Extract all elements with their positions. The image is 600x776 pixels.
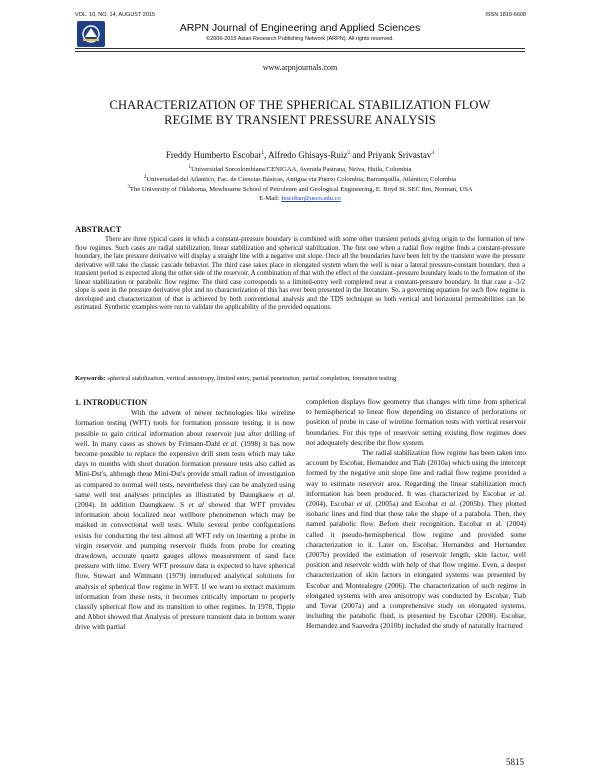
email-link[interactable]: fescobar@usco.edu.co [281,195,341,202]
author-name: Priyank Srivastav [367,150,432,160]
body-paragraph: The radial stabilization flow regime has been taken into account by Escobar, Hernandez and Tiab (2010a) which using the intercept formed by the negative unit slope line and radial flow regime provided a way to estimate reservoir area. Regarding the linear stabilization much information has been produced. It was characterized by Escobar et al. (2004), Escobar et al. (2005a) and Escobar et al. (2005b). They plotted isobaric lines and find that these take the shape of a parabola. Then, they named parabolic flow. Before their recognition, Escobar et al. (2004) called it pseudo-hemispherical flow regime and provided some characterization to it. Later on, Escobar, Hernandez and Hernandez (2007b) provided the estimation of reservoir length, skin factor, well position and reservoir width with help of that flow regime. Even, a deeper characterization of skin factors in elongated systems was presented by Escobar and Montealegre (2006). The characterization of such regime in elongated systems with area anisotropy was conducted by Escobar, Tiab and Tovar (2007a) and a comprehensive study on elongated systems, including the parabolic fluid, is presented by Escobar (2008). Escobar, Hernandez and Saavedra (2010b) included the study of naturally fractured [306,448,526,631]
affiliation [0,165,600,173]
abstract-text: There are three typical cases in which a constant-pressure boundary is combined with some other transient periods giving origin to the formation of new flow regimes. Such cases are radial stabilization, linear stabilization and spherical stabilization. The first one when a radial flow regime finds a constant-pressure boundary, the late pressure derivative will display a straight line with a negative unit slope. Once all the boundaries have been felt by the transient wave the pressure derivative will take the classic cascade behavior. The third case takes place in elongated system when the well is near a lateral pressure-constant boundary, then a transient period is expected along the other side of the reservoir. A combination of that with the effect of the constant–pressure boundary leads to the formation of the linear stabilization or parabolic flow regime. The third case corresponds to a limited-entry well completed near a constant-pressure boundary. In that case a -3/2 slope is seen in the pressure derivative plot and no characterization of this has ever been presented in the literature. So, a governing equation for such flow regime is developed and characterization of that is achieved by both conventional analysis and the TDS technique so both vertical and horizontal permeabilities can be estimated. Synthetic examples were run to validate the applicability of the provided equations. [75,236,525,312]
author-sup: 1 [261,150,265,156]
copyright-line: ©2006-2015 Asian Research Publishing Network (ARPN). All rights reserved. [206,36,394,42]
journal-title: ARPN Journal of Engineering and Applied Sciences [179,22,421,34]
right-column [306,397,526,632]
volume-line: VOL. 10, NO. 14, AUGUST 2015 [75,12,155,18]
header-rule [75,51,525,52]
email-line [0,195,600,202]
title-line: CHARACTERIZATION OF THE SPHERICAL STABILIZATION FLOW [109,98,491,112]
issn: ISSN 1819-6608 [485,12,526,18]
keywords [75,375,525,382]
affiliation [0,185,600,193]
journal-url[interactable]: www.arpnjournals.com [262,63,338,72]
aff-sup: 2 [143,175,147,180]
page-number: 5815 [506,757,524,767]
author-sup: 3 [431,150,435,156]
abstract-heading: ABSTRACT [75,224,122,234]
section-heading: 1. INTRODUCTION [75,398,148,407]
aff-text: Universidad del Atlantico, Fac. de Ciencias Básicas, Antigua via Puerto Colombia, Barranquilla, Atlántico, Colombia [146,176,457,184]
author-name: Alfredo Ghisays-Ruiz [268,150,348,160]
header-rule [75,48,525,49]
aff-text: Universidad Surcolombiana/CENIGAA, Avenida Pastrana, Neiva, Huila, Colombia [191,166,412,174]
aff-sup: 1 [188,165,192,170]
keywords-label: Keywords: [75,375,106,382]
author-list: Freddy Humberto Escobar$^1$, Alfredo Ghisays-Ruiz$^2$ and Priyank Srivastav$^3$ [165,150,435,160]
aff-sup: 3 [127,185,130,190]
email-label: E-Mail: [259,195,282,202]
paper-title [60,98,540,128]
title-line: REGIME BY TRANSIENT PRESSURE ANALYSIS [164,113,436,127]
body-paragraph: completion displays flow geometry that changes with time from spherical to hemispherical to linear flow depending on distance of perforations or position of probe in case of wireline formation tests with vertical reservoir boundaries. For this type of reservoir setting existing flow regimes does not adequately describe the flow system. [306,397,526,447]
keywords-text: spherical stabilization, vertical anisotropy, limited entry, partial penetration, partial completion, formation testing [107,375,397,382]
aff-text: The University of Oklahoma, Mewbourne School of Petroleum and Geological Engineering, E. Boyd St. SEC Rm, Norman, USA [129,186,473,194]
left-column [75,398,295,633]
body-paragraph: With the advent of newer technologies like wireline formation testing (WFT) tools for formation pressure testing, it is now possible to gain critical information about reservoir just after drilling of well. In many cases as shown by Frimann-Dahl et al. (1998) it has now become possible to replace the expensive drill stem tests which may take days to months with short duration formation pressure tests also called as Mini-Dst's, although these Mini-Dst's provide small radius of investigation as compared to normal well tests, nevertheless they can be analyzed using same well test analyses principles as illustrated by Daungkaew et al. (2004). In addition Daungkaew. S et al showed that WFT provides information about localized near wellbore phenomenon which may be masked in convectional well tests. While several probe configurations exists for conducting the test almost all WFT rely on inserting a probe in virgin reservoir and pumping reservoir fluids from probe for creating drawdown, accurate quartz gauges allows measurement of sand face pressure with time. Every WFT pressure data is expected to have spherical flow, Stewart and Wittmann (1979) introduced analytical solutions for analysis of spherical flow regime in WFT. If we want to extract maximum information from these tests, it becomes critically important to properly classify spherical flow and its transition to other regimes. In 1978, Tippie and Abbot showed that Analysis of pressure transient data in bottom water drive with partial [75,408,295,632]
author-name: Freddy Humberto Escobar [165,150,262,160]
affiliation [0,175,600,183]
author-sup: 2 [347,150,351,156]
